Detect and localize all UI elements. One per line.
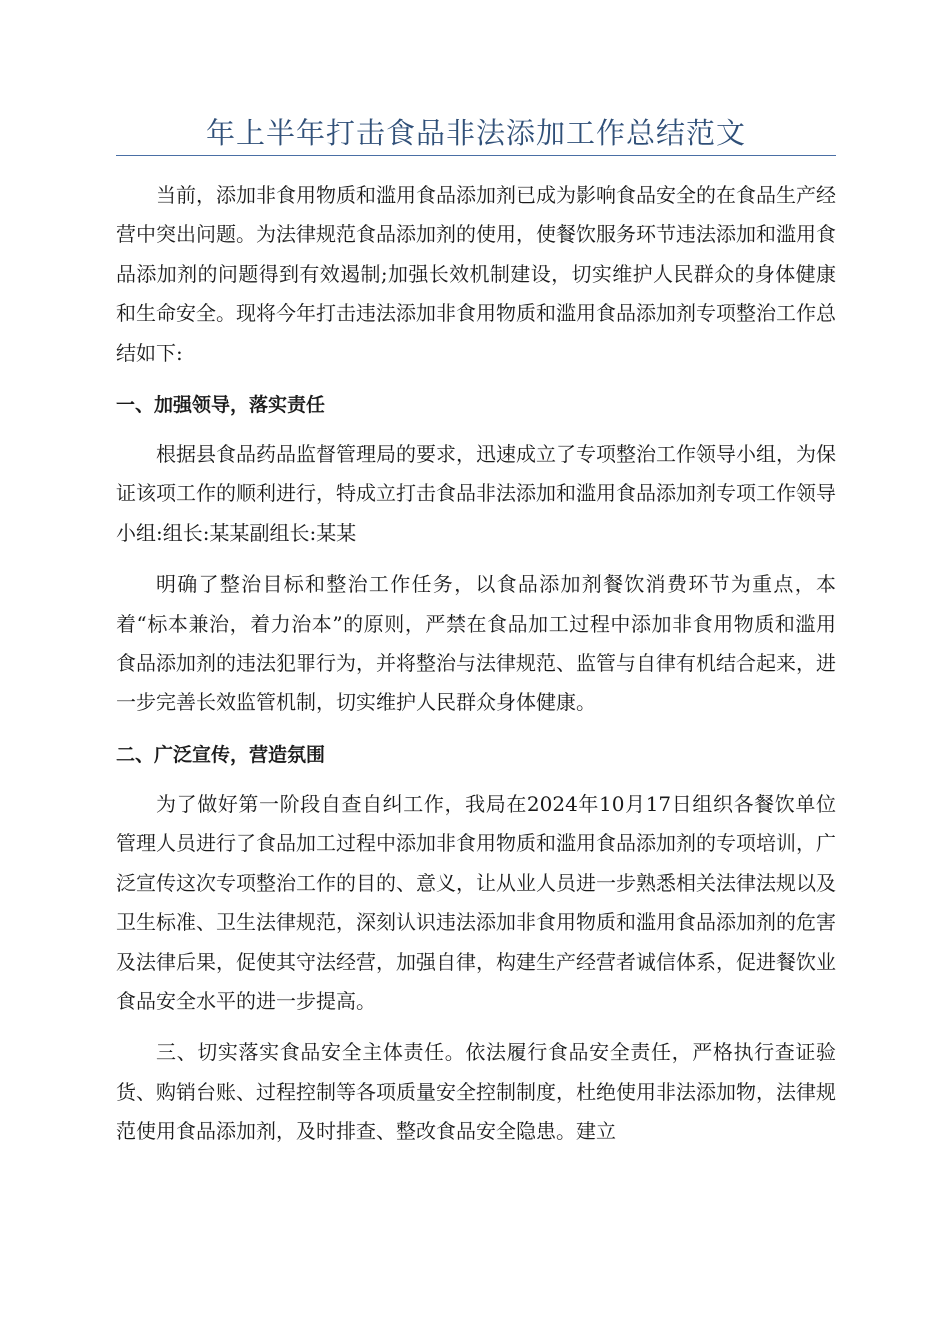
responsibility-paragraph: 三、切实落实食品安全主体责任。依法履行食品安全责任，严格执行查证验货、购销台账、过程控制等各项质量安全控制制度，杜绝使用非法添加物，法律规范使用食品添加剂，及时排查、整改食品安全隐患。建立 [116,1040,836,1144]
publicity-paragraph: 为了做好第一阶段自查自纠工作，我局在2024年10月17日组织各餐饮单位管理人员进行了食品加工过程中添加非食用物质和滥用食品添加剂的专项培训，广泛宣传这次专项整治工作的目的、意义，让从业人员进一步熟悉相关法律法规以及卫生标准、卫生法律规范，深刻认识违法添加非食用物质和滥用食品添加剂的危害及法律后果，促使其守法经营，加强自律，构建生产经营者诚信体系，促进餐饮业食品安全水平的进一步提高。 [116,791,836,1013]
document-page [116,0,836,1152]
leadership-paragraph-2: 明确了整治目标和整治工作任务，以食品添加剂餐饮消费环节为重点，本着“标本兼治，着力治本”的原则，严禁在食品加工过程中添加非食用物质和滥用食品添加剂的违法犯罪行为，并将整治与法律规范、监管与自律有机结合起来，进一步完善长效监管机制，切实维护人民群众身体健康。 [116,572,836,715]
intro-paragraph: 当前，添加非食用物质和滥用食品添加剂已成为影响食品安全的在食品生产经营中突出问题。为法律规范食品添加剂的使用，使餐饮服务环节违法添加和滥用食品添加剂的问题得到有效遏制;加强长效机制建设，切实维护人民群众的身体健康和生命安全。现将今年打击违法添加非食用物质和滥用食品添加剂专项整治工作总结如下: [116,183,836,365]
document-body [116,176,836,1152]
section-heading-leadership: 一、加强领导，落实责任 [116,394,326,417]
leadership-paragraph-1: 根据县食品药品监督管理局的要求，迅速成立了专项整治工作领导小组，为保证该项工作的顺利进行，特成立打击食品非法添加和滥用食品添加剂专项工作领导小组:组长:某某副组长:某某 [116,442,836,545]
section-heading-publicity: 二、广泛宣传，营造氛围 [116,743,326,766]
document-title: 年上半年打击食品非法添加工作总结范文 [116,113,836,156]
